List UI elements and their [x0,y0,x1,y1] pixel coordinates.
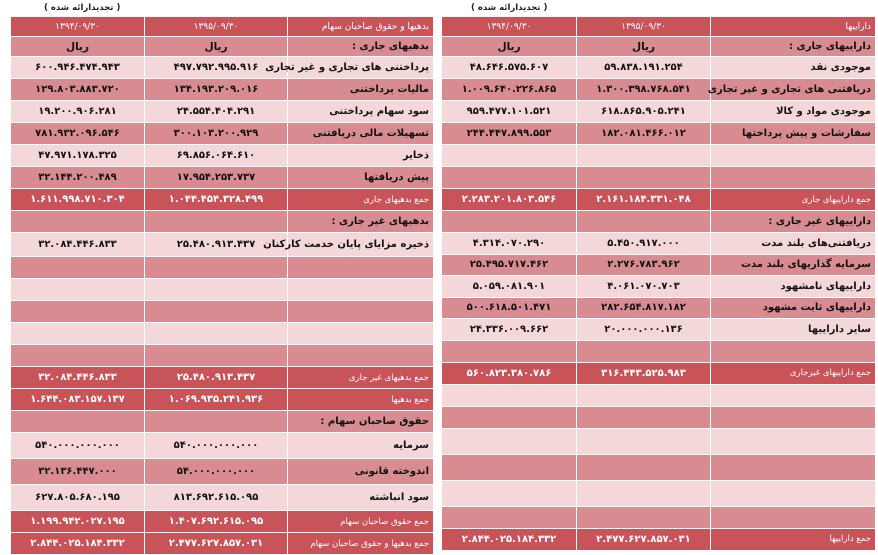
prior-value-cell [442,480,577,506]
current-value-cell: ۲۸۲.۶۵۴.۸۱۷.۱۸۲ [577,297,711,319]
current-value-cell [577,480,711,506]
prior-value-cell [11,411,145,433]
current-value-cell [577,406,711,428]
section-heading-row [11,411,434,433]
prior-date-header: ۱۳۹۴/۰۹/۳۰ [442,17,577,37]
item-label-cell: تسهیلات مالی دریافتنی [288,123,434,145]
current-value-cell: ۲۰.۰۰۰.۰۰۰.۱۳۶ [577,319,711,341]
prior-value-cell: ۴۸.۶۴۶.۵۷۵.۶۰۷ [442,57,577,79]
table-row [442,233,876,255]
unit-prior: ریال [11,37,145,57]
prior-value-cell [442,145,577,167]
prior-value-cell: ۲.۸۴۴.۰۲۵.۱۸۴.۳۳۲ [442,528,577,550]
prior-value-cell: ۲.۲۸۳.۲۰۱.۸۰۳.۵۴۶ [442,189,577,211]
prior-value-cell: ۵۰۰.۶۱۸.۵۰۱.۴۷۱ [442,297,577,319]
table-header-row [442,17,876,37]
prior-value-cell [442,506,577,528]
current-value-cell: ۵.۴۵۰.۹۱۷.۰۰۰ [577,233,711,255]
total-row [11,189,434,211]
table-row [442,101,876,123]
item-label-cell [288,345,434,367]
table-row [11,233,434,257]
item-label-cell: جمع داراییها [711,528,876,550]
current-value-cell [577,506,711,528]
item-label-cell: حقوق صاحبان سهام : [288,411,434,433]
current-value-cell: ۱۳۴.۱۹۳.۲۰۹.۰۱۶ [145,79,288,101]
table-row [442,254,876,276]
current-value-cell: ۶۱۸.۸۶۵.۹۰۵.۲۴۱ [577,101,711,123]
item-label-cell: موجودی مواد و کالا [711,101,876,123]
prior-value-cell: ۳۲.۱۴۴.۲۰۰.۴۸۹ [11,167,145,189]
table-row [442,340,876,362]
total-row [11,511,434,533]
current-value-cell [145,257,288,279]
prior-value-cell: ۶۰۰.۹۴۶.۴۷۴.۹۴۳ [11,57,145,79]
current-value-cell: ۵۹.۸۳۸.۱۹۱.۲۵۴ [577,57,711,79]
current-value-cell [145,279,288,301]
prior-value-cell [11,345,145,367]
item-label-cell: ذخیره مزایای پایان خدمت کارکنان [288,233,434,257]
item-label-cell: جمع داراییهای جاری [711,189,876,211]
prior-value-cell: ۵۴۰.۰۰۰.۰۰۰.۰۰۰ [11,433,145,459]
item-label-cell: داراییهای غیر جاری : [711,211,876,233]
current-value-cell: ۶۹.۸۵۶.۰۶۴.۶۱۰ [145,145,288,167]
table-row [442,384,876,406]
current-value-cell: ۲.۴۷۷.۶۲۷.۸۵۷.۰۳۱ [145,533,288,555]
item-label-cell: مالیات پرداختنی [288,79,434,101]
unit-prior: ریال [442,37,577,57]
prior-value-cell: ۱.۶۱۱.۹۹۸.۷۱۰.۳۰۴ [11,189,145,211]
item-label-cell [711,145,876,167]
prior-value-cell [442,428,577,454]
current-value-cell [145,345,288,367]
item-label-cell [711,428,876,454]
item-label-cell: پرداختنی های تجاری و غیر تجاری [288,57,434,79]
prior-value-cell: ۱۹.۲۰۰.۹۰۶.۲۸۱ [11,101,145,123]
current-value-cell: ۵۴۰.۰۰۰.۰۰۰.۰۰۰ [145,433,288,459]
item-label-cell: جمع حقوق صاحبان سهام [288,511,434,533]
item-label-cell: داراییهای ثابت مشهود [711,297,876,319]
restated-note: ( تجدیدارائه شده ) [471,3,548,13]
current-value-cell [577,428,711,454]
total-row [442,362,876,384]
current-value-cell [577,454,711,480]
table-row [442,57,876,79]
prior-value-cell [442,167,577,189]
table-row [11,79,434,101]
total-row [11,367,434,389]
item-label-cell: اندوخته قانونی [288,459,434,485]
item-label-cell [288,257,434,279]
prior-value-cell: ۴۷.۹۷۱.۱۷۸.۳۲۵ [11,145,145,167]
item-label-cell: سود سهام پرداختنی [288,101,434,123]
current-value-cell: ۱.۰۶۹.۹۳۵.۲۴۱.۹۳۶ [145,389,288,411]
item-label-cell: جمع بدهیها و حقوق صاحبان سهام [288,533,434,555]
current-value-cell [577,384,711,406]
current-value-cell: ۱.۳۰۰.۳۹۸.۷۶۸.۵۴۱ [577,79,711,101]
current-value-cell: ۴.۰۶۱.۰۷۰.۷۰۳ [577,276,711,298]
unit-current: ریال [577,37,711,57]
table-row [442,276,876,298]
current-value-cell: ۳۱۶.۴۴۳.۵۲۵.۹۸۳ [577,362,711,384]
total-row [442,189,876,211]
section-heading: بدهیهای جاری : [288,37,434,57]
item-label-cell: داراییهای نامشهود [711,276,876,298]
table-row [442,167,876,189]
prior-value-cell: ۱۲۹.۸۰۳.۸۸۳.۷۲۰ [11,79,145,101]
current-value-cell: ۱.۰۴۴.۴۵۴.۳۲۸.۴۹۹ [145,189,288,211]
prior-value-cell [442,406,577,428]
item-label-cell: پیش دریافتها [288,167,434,189]
item-label-cell: جمع بدهیهای جاری [288,189,434,211]
section-heading-row [442,211,876,233]
current-value-cell [577,167,711,189]
item-label-cell [711,454,876,480]
item-label-cell: بدهیهای غیر جاری : [288,211,434,233]
item-label-cell: سفارشات و پیش پرداختها [711,123,876,145]
item-label-cell [288,279,434,301]
table-row [11,433,434,459]
item-label-cell: سود انباشته [288,485,434,511]
table-row [11,459,434,485]
unit-row [442,37,876,57]
prior-value-cell [11,279,145,301]
prior-value-cell [442,384,577,406]
current-value-cell: ۱۸۲.۰۸۱.۴۶۶.۰۱۲ [577,123,711,145]
prior-value-cell: ۳۲.۱۳۶.۴۴۷.۰۰۰ [11,459,145,485]
prior-value-cell: ۱.۶۴۴.۰۸۳.۱۵۷.۱۳۷ [11,389,145,411]
table-row [11,301,434,323]
item-label-cell [711,406,876,428]
assets-panel [441,0,875,551]
current-date-header: ۱۳۹۵/۰۹/۳۰ [145,17,288,37]
item-label-cell: سایر داراییها [711,319,876,341]
total-row [11,389,434,411]
prior-value-cell [442,454,577,480]
item-label-cell [711,480,876,506]
current-value-cell: ۱.۴۰۷.۶۹۲.۶۱۵.۰۹۵ [145,511,288,533]
table-row [442,297,876,319]
table-row [11,101,434,123]
prior-value-cell: ۵۶۰.۸۲۳.۳۸۰.۷۸۶ [442,362,577,384]
table-row [442,506,876,528]
prior-value-cell [442,340,577,362]
current-value-cell: ۲۴.۵۵۴.۴۰۴.۲۹۱ [145,101,288,123]
prior-value-cell: ۶۲۷.۸۰۵.۶۸۰.۱۹۵ [11,485,145,511]
restated-note: ( تجدیدارائه شده ) [44,3,121,13]
current-value-cell [577,145,711,167]
item-label-cell: ذخایر [288,145,434,167]
current-value-cell: ۴۹۷.۷۹۲.۹۹۵.۹۱۶ [145,57,288,79]
table-row [442,145,876,167]
current-value-cell [577,211,711,233]
table-row [442,480,876,506]
prior-value-cell [442,211,577,233]
liabilities-equity-table [10,16,434,555]
current-value-cell: ۲.۱۶۱.۱۸۴.۳۳۱.۰۴۸ [577,189,711,211]
item-label-cell: سرمایه [288,433,434,459]
section-title: بدهیها و حقوق صاحبان سهام [288,17,434,37]
table-row [442,428,876,454]
unit-current: ریال [145,37,288,57]
current-value-cell [145,411,288,433]
prior-value-cell: ۵.۰۵۹.۰۸۱.۹۰۱ [442,276,577,298]
item-label-cell: جمع داراییهای غیرجاری [711,362,876,384]
assets-table [441,16,876,551]
item-label-cell: موجودی نقد [711,57,876,79]
prior-value-cell: ۲.۸۴۴.۰۲۵.۱۸۴.۳۳۲ [11,533,145,555]
current-value-cell [145,323,288,345]
item-label-cell [711,506,876,528]
table-row [11,123,434,145]
prior-value-cell: ۹۵۹.۴۷۷.۱۰۱.۵۲۱ [442,101,577,123]
liabilities-equity-panel [10,0,433,555]
prior-value-cell: ۳۲.۰۸۴.۴۴۶.۸۳۳ [11,233,145,257]
unit-row [11,37,434,57]
prior-value-cell: ۲۴۴.۴۴۷.۸۹۹.۵۵۳ [442,123,577,145]
table-row [442,319,876,341]
table-row [442,123,876,145]
prior-value-cell: ۴.۳۱۴.۰۷۰.۲۹۰ [442,233,577,255]
item-label-cell: جمع بدهیهای غیر جاری [288,367,434,389]
table-row [11,485,434,511]
prior-value-cell: ۱.۰۰۹.۶۴۰.۲۲۶.۸۶۵ [442,79,577,101]
item-label-cell [711,340,876,362]
prior-value-cell [11,301,145,323]
current-value-cell [145,211,288,233]
table-row [11,323,434,345]
table-row [11,257,434,279]
item-label-cell: جمع بدهیها [288,389,434,411]
current-value-cell [577,340,711,362]
table-row [11,345,434,367]
current-value-cell: ۳۰۰.۱۰۳.۲۰۰.۹۲۹ [145,123,288,145]
current-value-cell: ۸۱۳.۶۹۲.۶۱۵.۰۹۵ [145,485,288,511]
item-label-cell: دریافتنی‌های بلند مدت [711,233,876,255]
prior-date-header: ۱۳۹۴/۰۹/۳۰ [11,17,145,37]
prior-value-cell: ۲۴.۳۳۶.۰۰۹.۶۶۲ [442,319,577,341]
prior-value-cell: ۲۵.۴۹۵.۷۱۷.۴۶۲ [442,254,577,276]
current-value-cell: ۲.۲۷۶.۷۸۳.۹۶۲ [577,254,711,276]
current-value-cell [145,301,288,323]
item-label-cell [288,323,434,345]
section-title: داراییها [711,17,876,37]
table-row [11,145,434,167]
current-date-header: ۱۳۹۵/۰۹/۳۰ [577,17,711,37]
current-value-cell: ۲۵.۴۸۰.۹۱۳.۴۳۷ [145,233,288,257]
total-row [442,528,876,550]
section-heading-row [11,211,434,233]
table-row [442,79,876,101]
prior-value-cell: ۱.۱۹۹.۹۴۲.۰۲۷.۱۹۵ [11,511,145,533]
table-row [442,454,876,480]
item-label-cell [288,301,434,323]
item-label-cell: دریافتنی های تجاری و غیر تجاری [711,79,876,101]
current-value-cell: ۲۵.۴۸۰.۹۱۳.۴۳۷ [145,367,288,389]
item-label-cell: سرمایه گذاریهای بلند مدت [711,254,876,276]
prior-value-cell [11,257,145,279]
section-heading: داراییهای جاری : [711,37,876,57]
table-row [11,279,434,301]
prior-value-cell [11,323,145,345]
prior-value-cell: ۷۸۱.۹۳۲.۰۹۶.۵۴۶ [11,123,145,145]
table-row [11,57,434,79]
prior-value-cell [11,211,145,233]
current-value-cell: ۱۷.۹۵۴.۲۵۳.۷۳۷ [145,167,288,189]
current-value-cell: ۵۴.۰۰۰.۰۰۰.۰۰۰ [145,459,288,485]
item-label-cell [711,167,876,189]
total-row [11,533,434,555]
item-label-cell [711,384,876,406]
current-value-cell: ۲.۴۷۷.۶۲۷.۸۵۷.۰۳۱ [577,528,711,550]
table-row [442,406,876,428]
table-header-row [11,17,434,37]
prior-value-cell: ۳۲.۰۸۴.۴۴۶.۸۳۳ [11,367,145,389]
table-row [11,167,434,189]
